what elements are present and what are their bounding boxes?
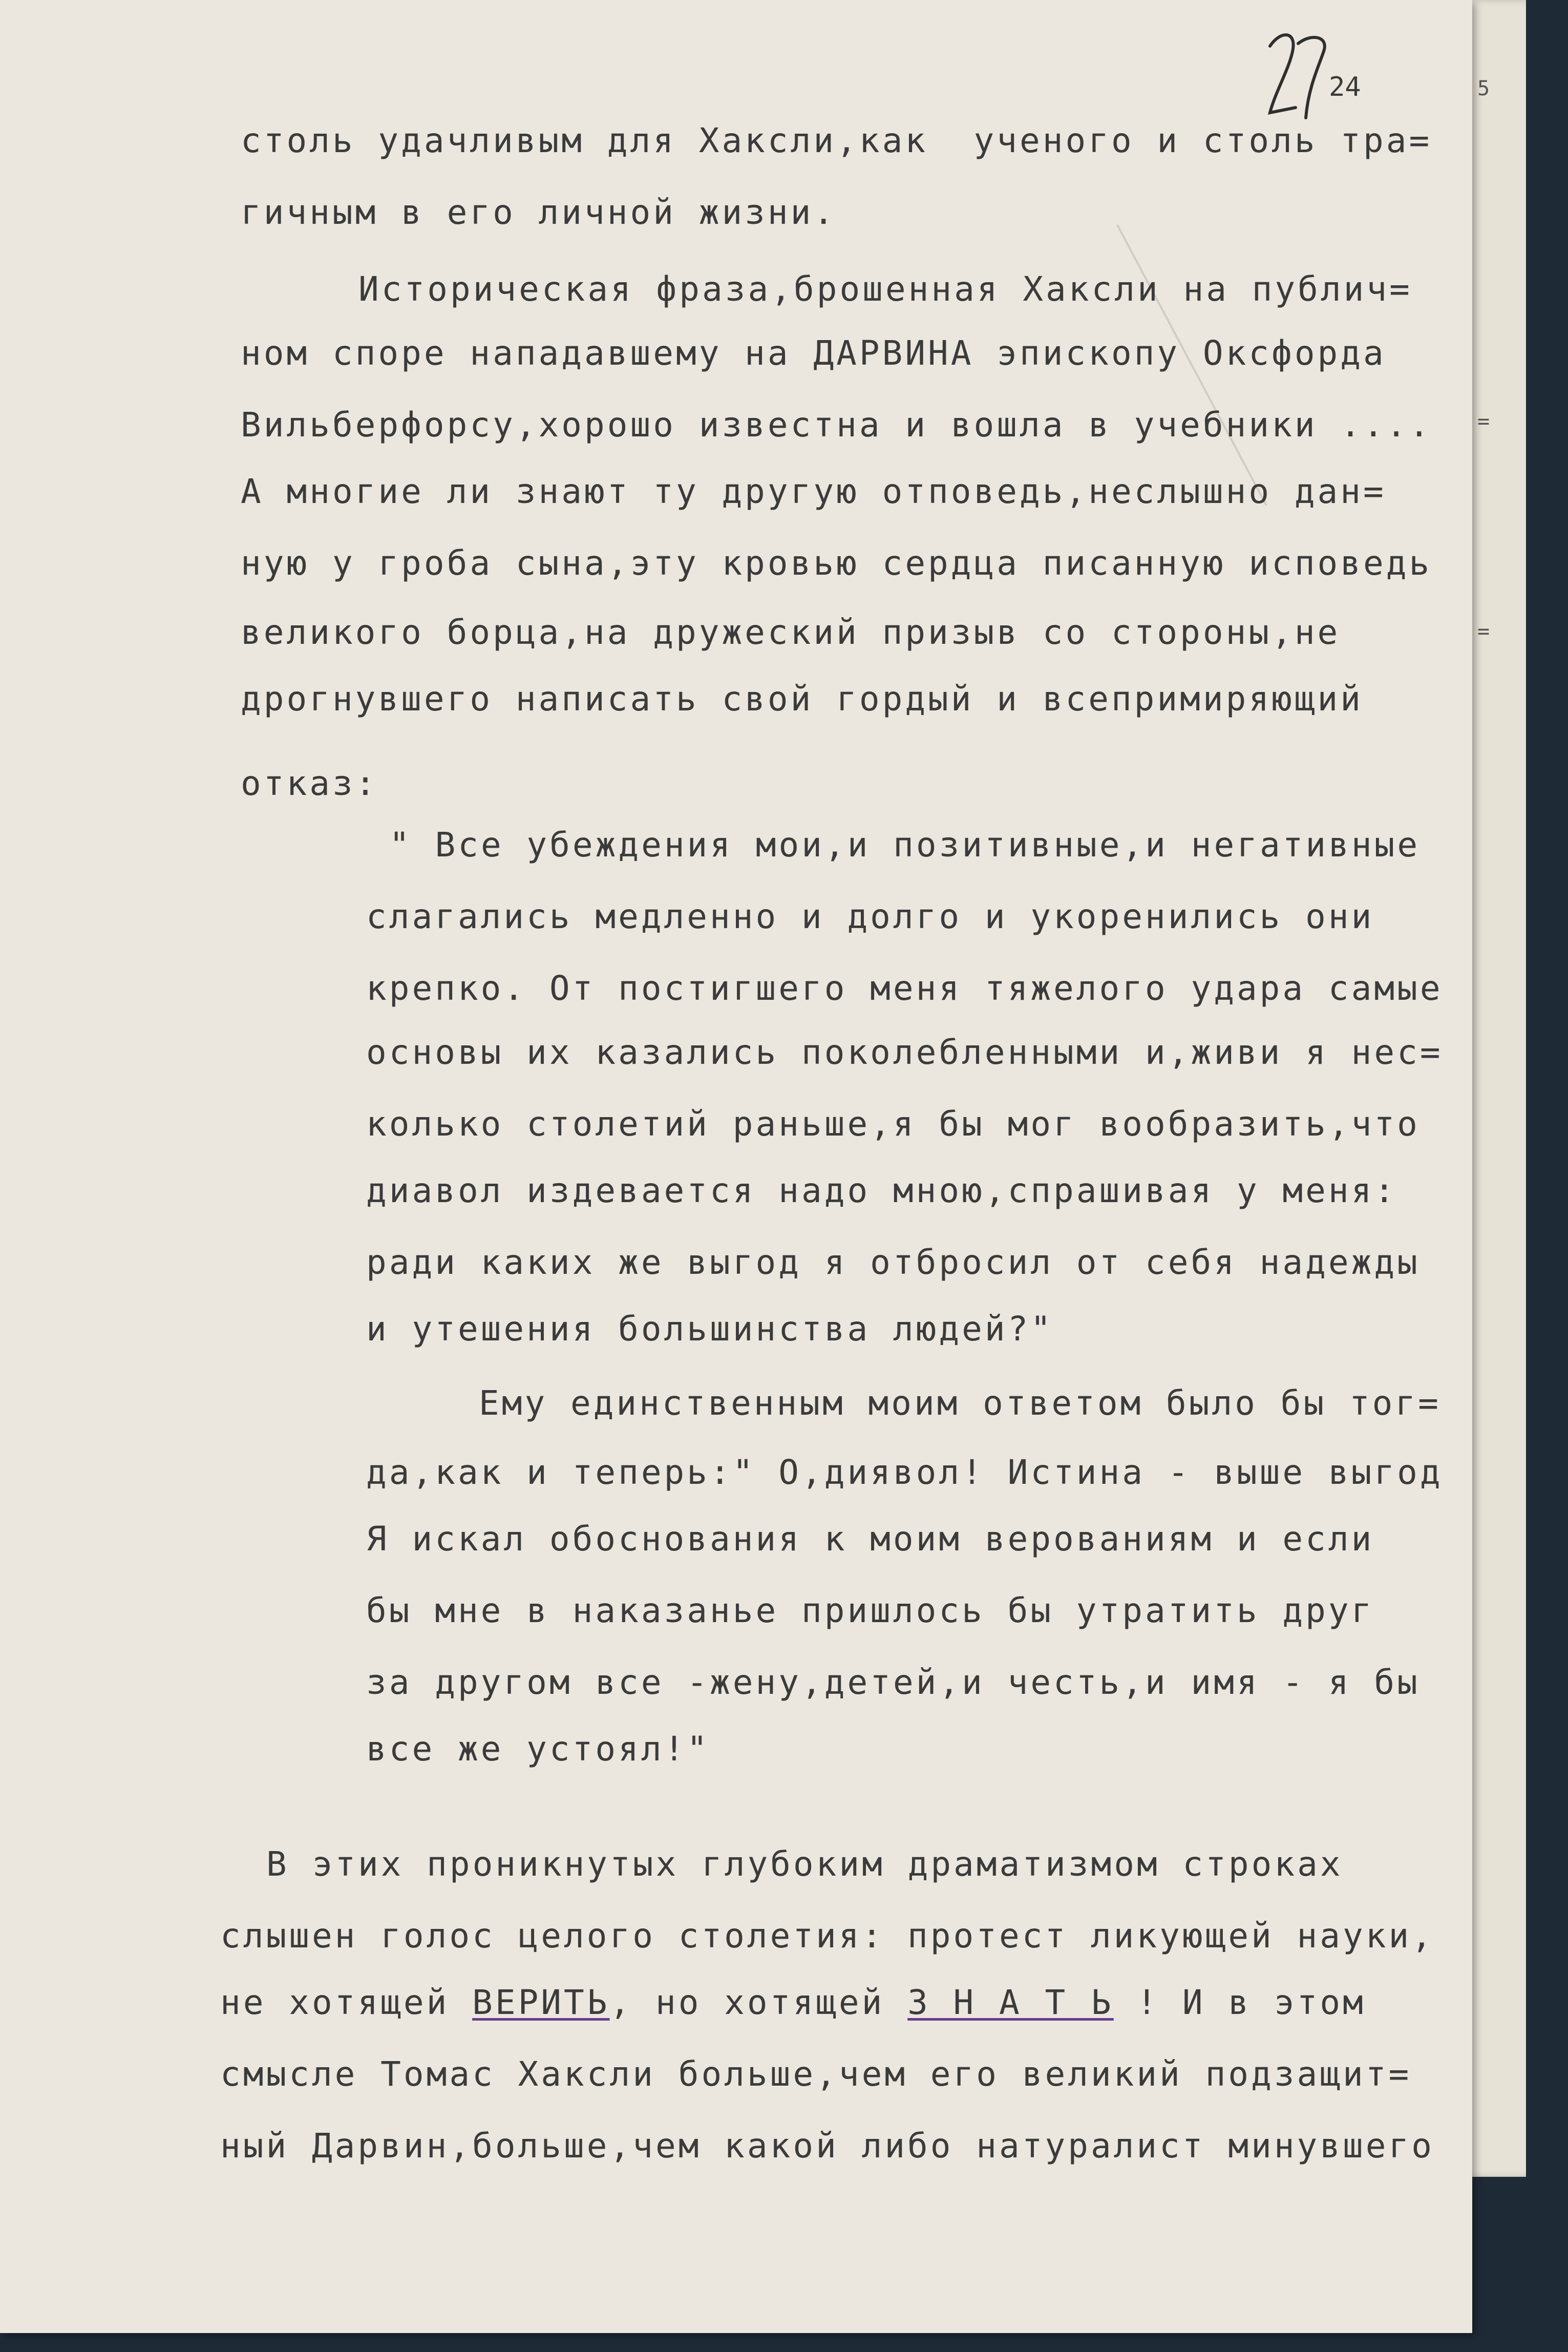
quote-line: ради каких же выгод я отбросил от себя надежды: [366, 1243, 1420, 1282]
quote-line: Ему единственным моим ответом было бы тог=: [479, 1383, 1441, 1423]
text-line: Вильберфорсу,хорошо известна и вошла в учебники ....: [241, 405, 1432, 445]
text-line: великого борца,на дружеский призыв со стороны,не: [241, 613, 1341, 652]
quote-line: все же устоял!": [366, 1729, 710, 1769]
text-line: ную у гроба сына,эту кровью сердца писанную исповедь: [241, 543, 1432, 583]
quote-line: за другом все -жену,детей,и честь,и имя - я бы: [366, 1663, 1420, 1702]
quote-line: бы мне в наказанье пришлось бы утратить друг: [366, 1591, 1374, 1630]
quote-line: " Все убеждения мои,и позитивные,и негативные: [389, 825, 1421, 865]
text-line: слышен голос целого столетия: протест ликующей науки,: [220, 1916, 1434, 1956]
page-number: 24: [1329, 72, 1361, 102]
quote-line: основы их казались поколебленными и,живи я нес=: [366, 1033, 1443, 1072]
text-fragment: , но хотящей: [609, 1983, 908, 2022]
quote-line: колько столетий раньше,я бы мог вообразить,что: [366, 1104, 1420, 1144]
text-line: столь удачливым для Хаксли,как ученого и столь тра=: [241, 121, 1432, 160]
text-line: отказ:: [241, 764, 378, 803]
text-line: дрогнувшего написать свой гордый и всепримиряющий: [241, 679, 1364, 719]
quote-line: слагались медленно и долго и укоренились они: [366, 897, 1374, 936]
quote-line: да,как и теперь:" О,диявол! Истина - выше выгод: [366, 1453, 1443, 1492]
underlined-word-verit: ВЕРИТЬ: [472, 1983, 610, 2022]
text-fragment: ! И в этом: [1113, 1983, 1366, 2022]
quote-line: и утешения большинства людей?": [366, 1309, 1054, 1349]
text-fragment: не хотящей: [220, 1983, 473, 2022]
edge-mark: 5: [1477, 77, 1490, 100]
handwritten-page-number: [1265, 26, 1331, 123]
quote-line: Я искал обоснования к моим верованиям и если: [366, 1519, 1374, 1559]
text-line: В этих проникнутых глубоким драматизмом строках: [266, 1844, 1343, 1884]
underlined-word-znat: З Н А Т Ь: [907, 1983, 1114, 2022]
text-line: Историческая фраза,брошенная Хаксли на публич=: [358, 269, 1412, 309]
text-line: А многие ли знают ту другую отповедь,неслышно дан=: [241, 472, 1386, 511]
quote-line: крепко. От постигшего меня тяжелого удара самые: [366, 969, 1443, 1008]
text-line: ном споре нападавшему на ДАРВИНА эпископу Оксфорда: [241, 333, 1386, 373]
text-line: гичным в его личной жизни.: [241, 193, 837, 232]
text-line: смысле Томас Хаксли больше,чем его великий подзащит=: [220, 2054, 1412, 2094]
edge-mark: =: [1477, 620, 1490, 643]
edge-mark: =: [1477, 410, 1490, 433]
quote-line: диавол издевается надо мною,спрашивая у меня:: [366, 1171, 1397, 1210]
emphasis-line: [220, 1982, 1366, 2023]
text-line: ный Дарвин,больше,чем какой либо натуралист минувшего: [220, 2126, 1434, 2166]
